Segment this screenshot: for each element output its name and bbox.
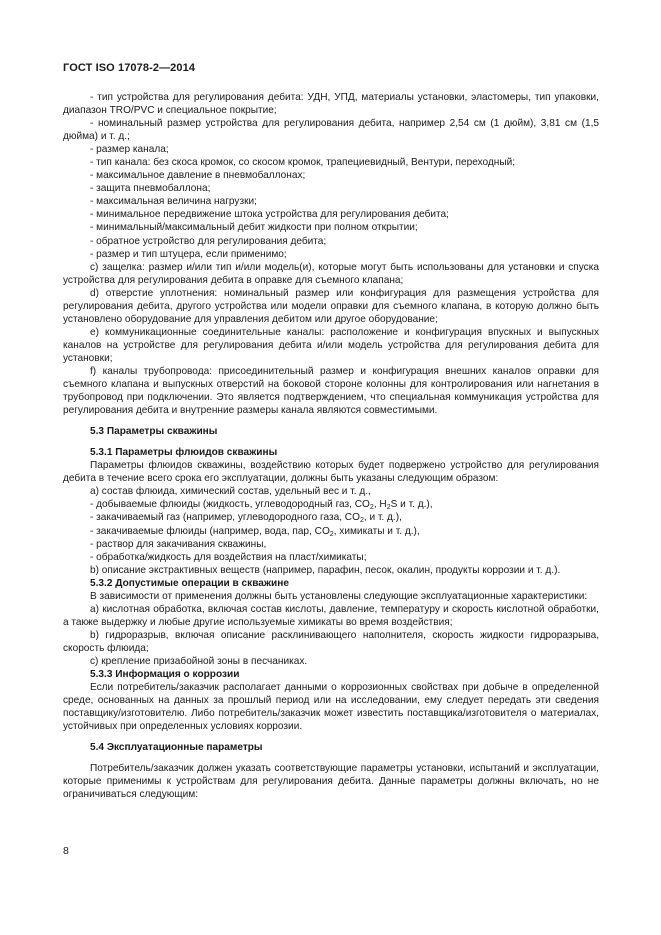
text-run: , химикаты и т. д.),	[333, 525, 420, 537]
subscript: 2	[329, 530, 334, 538]
text-run: - закачиваемые флюиды (например, вода, пар, CO	[90, 525, 330, 537]
list-item: - тип устройства для регулирования дебита: УДН, УПД, материалы установки, эластомеры, тип упаковки, диапазон TRO/PVC и специальное покрытие;	[63, 92, 599, 117]
list-item: c) крепление призабойной зоны в песчаниках.	[90, 655, 308, 667]
list-item: - размер канала;	[90, 144, 169, 156]
page-number: 8	[63, 845, 69, 857]
section-heading: 5.3 Параметры скважины	[90, 426, 218, 438]
list-item	[63, 511, 599, 524]
subsection-heading: 5.3.3 Информация о коррозии	[90, 669, 240, 681]
paragraph: В зависимости от применения должны быть установлены следующие эксплуатационные характеристики:	[90, 590, 588, 602]
text-run: - закачиваемый газ (например, углеводородного газа, CO	[90, 512, 360, 524]
list-item: e) коммуникационные соединительные каналы: расположение и конфигурация впускных и выпускных каналов на устройстве для регулирования дебита и/или модель устройства для регулирования дебита для установки;	[63, 326, 599, 364]
document-body	[63, 91, 599, 801]
text-run: S и т. д.),	[390, 499, 433, 511]
list-item: - максимальное давление в пневмобаллонах;	[90, 170, 306, 182]
text-run: - добываемые флюиды (жидкость, углеводородный газ, CO	[90, 499, 370, 511]
list-item: - обратное устройство для регулирования дебита;	[90, 235, 327, 247]
paragraph: Параметры флюидов скважины, воздействию которых будет подвержено устройство для регулирования дебита в течение всего срока его эксплуатации, должны быть указаны следующим образом:	[63, 460, 599, 485]
list-item: - обработка/жидкость для воздействия на пласт/химикаты;	[90, 551, 367, 563]
list-item	[63, 498, 599, 511]
list-item: a) состав флюида, химический состав, удельный вес и т. д.,	[90, 486, 371, 498]
list-item: - минимальное передвижение штока устройства для регулирования дебита;	[90, 209, 449, 221]
list-item: - размер и тип штуцера, если применимо;	[90, 248, 287, 260]
list-item: b) описание экстрактивных веществ (например, парафин, песок, окалин, продукты коррозии и т. д.).	[90, 564, 561, 576]
subsection-heading: 5.3.2 Допустимые операции в скважине	[90, 577, 289, 589]
paragraph: Потребитель/заказчик должен указать соответствующие параметры установки, испытаний и эксплуатации, которые применимы к устройствам для регулирования дебита. Данные параметры должны включать, но не ограничиваться следующим:	[63, 763, 599, 801]
list-item: c) защелка: размер и/или тип и/или модель(и), которые могут быть использованы для установки и спуска устройства для регулирования дебита в оправке для съемного клапана;	[63, 261, 599, 286]
list-item: - максимальная величина нагрузки;	[90, 196, 257, 208]
subscript: 2	[369, 504, 374, 512]
text-run: , и т. д.),	[363, 512, 402, 524]
list-item: f) каналы трубопровода: присоединительный размер и конфигурация внешних каналов оправки для съемного клапана и выпускных отверстий на боковой стороне колонны для контролирования или нагнетания в трубопровод при подключении. Это является подтверждением, что специальная коммуникация устройства для регулирования дебита и внутренние размеры канала являются совместимыми.	[63, 365, 599, 417]
subsection-heading: 5.3.1 Параметры флюидов скважины	[90, 447, 278, 459]
subscript: 2	[359, 517, 364, 525]
list-item: a) кислотная обработка, включая состав кислоты, давление, температуру и скорость кислотной обработки, а также выдержку и любые другие используемые химикаты во время воздействия;	[63, 603, 599, 628]
document-header: ГОСТ ISO 17078-2—2014	[63, 62, 196, 74]
list-item: - защита пневмобаллона;	[90, 183, 211, 195]
list-item: b) гидроразрыв, включая описание расклинивающего наполнителя, скорость жидкости гидроразрыва, скорость флюида;	[63, 629, 599, 654]
subscript: 2	[386, 504, 391, 512]
list-item: - тип канала: без скоса кромок, со скосом кромок, трапециевидный, Вентури, переходный;	[90, 157, 516, 169]
list-item: - минимальный/максимальный дебит жидкости при полном открытии;	[90, 222, 418, 234]
list-item	[63, 525, 599, 538]
list-item: d) отверстие уплотнения: номинальный размер или конфигурация для размещения устройства для регулирования дебита, другого устройства или модели оправки для съемного клапана, в которую должно быть установлено оборудование для управления дебитом или другое оборудование;	[63, 287, 599, 325]
list-item: - раствор для закачивания скважины,	[90, 538, 267, 550]
section-heading: 5.4 Эксплуатационные параметры	[90, 742, 263, 754]
paragraph: Если потребитель/заказчик располагает данными о коррозионных свойствах при добыче в определенной среде, основанных на данных за прошлый период или на исследовании, ему следует передать эти сведения поставщику/изготовителю. Либо потребитель/заказчик может известить поставщика/изготовителя о материалах, устойчивых при определенных условиях коррозии.	[63, 682, 599, 733]
text-run: , H	[373, 499, 387, 511]
list-item: - номинальный размер устройства для регулирования дебита, например 2,54 см (1 дюйм), 3,81 см (1,5 дюйма) и т. д.;	[63, 118, 599, 143]
